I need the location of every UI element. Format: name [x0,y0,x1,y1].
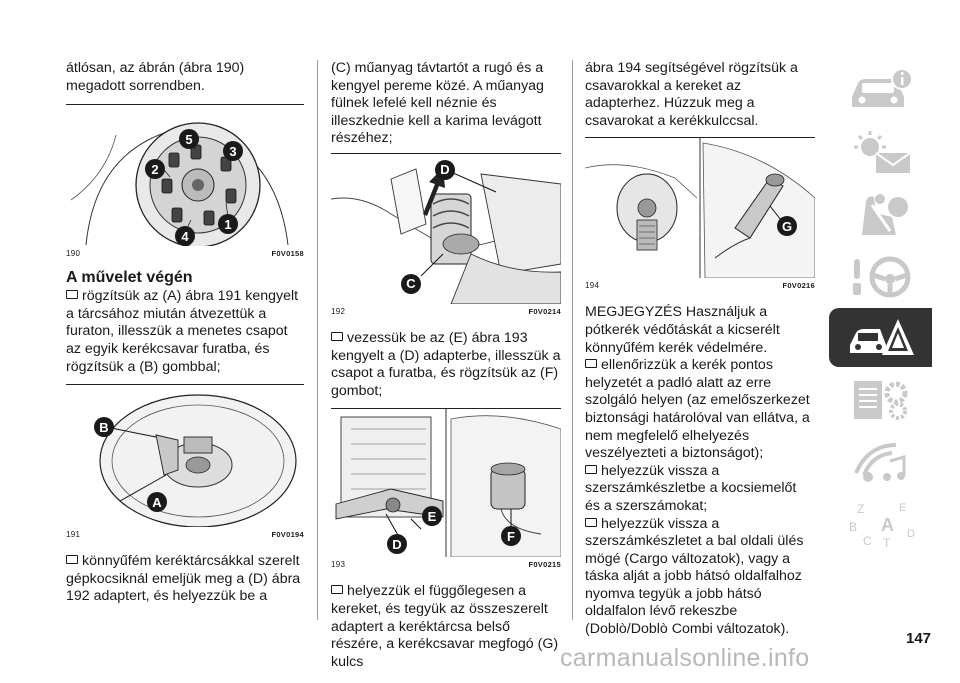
tab-index[interactable] [829,494,932,553]
figure-190 [66,105,304,246]
wheel-bolts-illustration [66,105,304,246]
list-item: ellenőrizzük a kerék pontos helyzetét a padló alatt az erre szolgáló helyen (az emelőszerkezet biztonsági határolóval van ellátva, a nem megfelelő elhelyezés veszélyezteti a biztonságot); [585,357,810,462]
figure-194 [585,138,815,278]
callout-3: 3 [223,141,243,161]
chapter-tabs [829,60,932,556]
column-3 [585,0,815,639]
index-letter: D [906,527,915,540]
callout-c: C [401,274,421,294]
emergency-car-icon [846,315,916,361]
figure-number: 193 [331,560,346,570]
figure-caption [66,246,304,258]
callout-e: E [422,506,442,526]
figure-191 [66,385,304,527]
tab-emergency[interactable] [829,308,932,367]
adapter-bracket-illustration [66,385,304,527]
checkbox-bullet-icon [66,555,78,564]
column-1 [66,0,304,606]
figure-code: F0V0158 [271,249,304,259]
wheel-mounting-illustration [585,138,815,278]
figure-193 [331,409,561,557]
list-item: helyezzük vissza a szerszámkészletet a bal oldali ülés mögé (Cargo változatok), vagy a táska alját a jobb hátsó oldalfalhoz nyomva tegyük a jobb hátsó oldalfalon lévő rekeszbe (Doblò/Doblò Combi változatok). [585,515,804,638]
figure-number: 191 [66,530,81,540]
figure-caption [585,278,815,290]
figure-192 [331,154,561,304]
callout-5: 5 [179,129,199,149]
checkbox-bullet-icon [66,290,78,299]
index-letter: E [898,501,906,514]
alphabetical-index-icon [841,499,921,549]
callout-f: F [501,526,521,546]
callout-2: 2 [145,159,165,179]
column-divider [317,60,318,620]
checkbox-bullet-icon [585,518,597,527]
figure-number: 194 [585,281,600,291]
col2-intro: (C) műanyag távtartót a rugó és a kengyel pereme közé. A műanyag fülnek lefelé kell néznie és illeszkednie kell a karima levágott részéhez; [331,60,544,147]
index-letter: T [882,535,890,549]
note-paragraph: MEGJEGYZÉS Használjuk a pótkerék védőtáskát a kicserélt könnyűfém kerék védelmére. [585,304,780,356]
col3-intro: ábra 194 segítségével rögzítsük a csavarokkal a kereket az adapterhez. Húzzuk meg a csavarokat a kerékkulccsal. [585,60,798,129]
figure-code: F0V0216 [782,281,815,291]
index-letter: A [880,514,894,535]
tab-warning-lights[interactable] [829,122,932,181]
callout-4: 4 [175,226,195,246]
index-letter: B [848,519,857,534]
figure-caption [66,527,304,539]
list-item: helyezzük el függőlegesen a kereket, és tegyük az összeszerelt adaptert a keréktárcsa belső részére, a kerékcsavar megfogó (G) kulcs [331,583,559,670]
figure-caption [331,304,561,316]
callout-g: G [777,216,797,236]
figure-number: 192 [331,306,346,316]
callout-a: A [147,492,167,512]
callout-b: B [94,417,114,437]
figure-number: 190 [66,249,81,259]
col1-intro: átlósan, az ábrán (ábra 190) megadott sorrendben. [66,60,245,94]
watermark: carmanualsonline.info [560,644,810,672]
callout-1: 1 [218,214,238,234]
maintenance-gears-icon [846,377,916,423]
list-item: könnyűfém keréktárcsákkal szerelt gépkocsiknál emeljük meg a (D) ábra 192 adaptert, és helyezzük be a [66,553,301,605]
checkbox-bullet-icon [585,465,597,474]
column-2 [331,0,561,671]
tab-maintenance[interactable] [829,370,932,429]
page-number: 147 [906,630,932,647]
figure-code: F0V0214 [528,306,561,316]
car-info-icon [846,67,916,113]
section-heading: A művelet végén [66,269,193,287]
steering-wheel-icon [846,253,916,299]
column-divider [572,60,573,620]
index-letter: C [862,533,872,548]
list-item: vezessük be az (E) ábra 193 kengyelt a (D) adapterbe, illesszük a csapot a furatba, és rögzítsük az (F) gombot; [331,329,561,399]
airbag-seat-icon [846,191,916,237]
figure-code: F0V0215 [528,560,561,570]
tab-driving[interactable] [829,246,932,305]
figure-code: F0V0194 [271,530,304,540]
multimedia-icon [846,439,916,485]
tab-multimedia[interactable] [829,432,932,491]
checkbox-bullet-icon [331,332,343,341]
figure-caption [331,557,561,569]
checkbox-bullet-icon [585,359,597,368]
list-item: rögzítsük az (A) ábra 191 kengyelt a tárcsához miután átvezettük a furaton, illesszük a menetes csapot az egyik kerékcsavar furatba, és rögzítsük a (B) gombbal; [66,288,299,375]
callout-d: D [435,160,455,180]
tab-car-info[interactable] [829,60,932,119]
list-item: helyezzük vissza a szerszámkészletbe a kocsiemelőt és a szerszámokat; [585,462,797,514]
callout-d: D [387,534,407,554]
index-letter: Z [856,501,864,516]
warning-lights-icon [846,129,916,175]
bracket-knob-illustration [331,409,561,557]
checkbox-bullet-icon [331,585,343,594]
tab-safety[interactable] [829,184,932,243]
